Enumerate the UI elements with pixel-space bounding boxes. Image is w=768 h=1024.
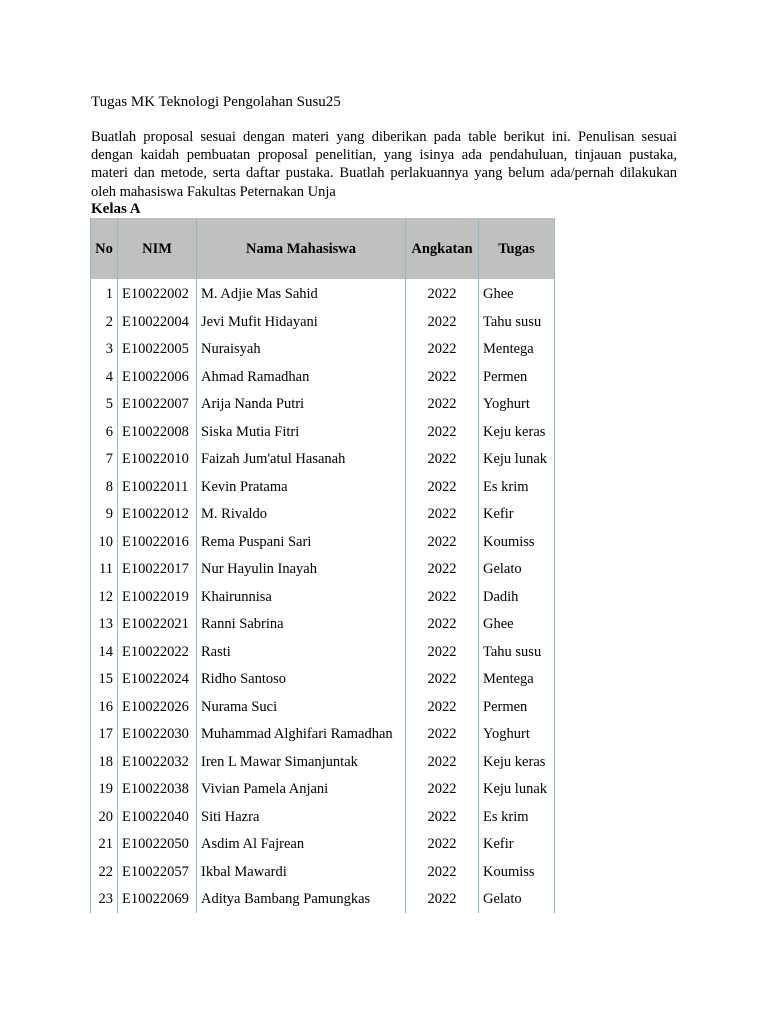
cell-name: Arija Nanda Putri xyxy=(197,391,406,419)
table-row xyxy=(91,501,555,529)
cell-no: 19 xyxy=(91,776,118,804)
cell-nim: E10022024 xyxy=(118,666,197,694)
cell-year: 2022 xyxy=(406,528,479,556)
cell-name: Ahmad Ramadhan xyxy=(197,363,406,391)
cell-no: 15 xyxy=(91,666,118,694)
cell-no: 6 xyxy=(91,418,118,446)
table-row xyxy=(91,776,555,804)
cell-no: 7 xyxy=(91,446,118,474)
cell-nim: E10022019 xyxy=(118,583,197,611)
cell-task: Tahu susu xyxy=(479,638,555,666)
cell-task: Ghee xyxy=(479,279,555,308)
table-row xyxy=(91,473,555,501)
table-row xyxy=(91,363,555,391)
cell-year: 2022 xyxy=(406,279,479,308)
cell-name: Ridho Santoso xyxy=(197,666,406,694)
student-table xyxy=(90,218,555,913)
cell-task: Keju lunak xyxy=(479,446,555,474)
cell-name: Rasti xyxy=(197,638,406,666)
cell-name: Muhammad Alghifari Ramadhan xyxy=(197,721,406,749)
cell-year: 2022 xyxy=(406,501,479,529)
cell-name: Faizah Jum'atul Hasanah xyxy=(197,446,406,474)
cell-name: M. Adjie Mas Sahid xyxy=(197,279,406,308)
cell-year: 2022 xyxy=(406,886,479,914)
cell-nim: E10022057 xyxy=(118,858,197,886)
cell-year: 2022 xyxy=(406,556,479,584)
cell-year: 2022 xyxy=(406,748,479,776)
cell-no: 16 xyxy=(91,693,118,721)
table-row xyxy=(91,886,555,914)
cell-task: Gelato xyxy=(479,886,555,914)
cell-no: 17 xyxy=(91,721,118,749)
cell-name: Iren L Mawar Simanjuntak xyxy=(197,748,406,776)
cell-name: Kevin Pratama xyxy=(197,473,406,501)
class-label: Kelas A xyxy=(91,201,141,217)
cell-nim: E10022021 xyxy=(118,611,197,639)
cell-name: M. Rivaldo xyxy=(197,501,406,529)
cell-task: Keju keras xyxy=(479,748,555,776)
table-row xyxy=(91,831,555,859)
cell-year: 2022 xyxy=(406,308,479,336)
cell-task: Es krim xyxy=(479,473,555,501)
cell-task: Kefir xyxy=(479,831,555,859)
cell-year: 2022 xyxy=(406,693,479,721)
header-name: Nama Mahasiswa xyxy=(197,218,406,279)
cell-no: 5 xyxy=(91,391,118,419)
table-header-row xyxy=(91,218,555,279)
cell-no: 18 xyxy=(91,748,118,776)
table-row xyxy=(91,748,555,776)
cell-task: Koumiss xyxy=(479,528,555,556)
cell-no: 2 xyxy=(91,308,118,336)
cell-no: 9 xyxy=(91,501,118,529)
cell-nim: E10022005 xyxy=(118,336,197,364)
cell-nim: E10022010 xyxy=(118,446,197,474)
cell-nim: E10022004 xyxy=(118,308,197,336)
table-row xyxy=(91,446,555,474)
cell-no: 21 xyxy=(91,831,118,859)
cell-no: 11 xyxy=(91,556,118,584)
cell-year: 2022 xyxy=(406,418,479,446)
cell-no: 4 xyxy=(91,363,118,391)
cell-task: Permen xyxy=(479,363,555,391)
cell-year: 2022 xyxy=(406,803,479,831)
cell-nim: E10022040 xyxy=(118,803,197,831)
cell-no: 13 xyxy=(91,611,118,639)
cell-task: Keju keras xyxy=(479,418,555,446)
cell-name: Asdim Al Fajrean xyxy=(197,831,406,859)
cell-task: Es krim xyxy=(479,803,555,831)
cell-no: 22 xyxy=(91,858,118,886)
header-no: No xyxy=(91,218,118,279)
table-row xyxy=(91,638,555,666)
table-row xyxy=(91,858,555,886)
cell-no: 12 xyxy=(91,583,118,611)
table-row xyxy=(91,336,555,364)
cell-name: Rema Puspani Sari xyxy=(197,528,406,556)
cell-nim: E10022038 xyxy=(118,776,197,804)
cell-task: Keju lunak xyxy=(479,776,555,804)
cell-year: 2022 xyxy=(406,858,479,886)
cell-task: Koumiss xyxy=(479,858,555,886)
cell-task: Gelato xyxy=(479,556,555,584)
cell-name: Aditya Bambang Pamungkas xyxy=(197,886,406,914)
cell-task: Yoghurt xyxy=(479,721,555,749)
cell-year: 2022 xyxy=(406,391,479,419)
cell-nim: E10022017 xyxy=(118,556,197,584)
table-row xyxy=(91,693,555,721)
intro-paragraph: Buatlah proposal sesuai dengan materi yang diberikan pada table berikut ini. Penulisan sesuai dengan kaidah pembuatan proposal penelitian, yang isinya ada pendahuluan, tinjauan pustaka, materi dan metode, serta daftar pustaka. Buatlah perlakuannya yang belum ada/pernah dilakukan oleh mahasiswa Fakultas Peternakan Unja xyxy=(91,129,677,200)
cell-name: Siska Mutia Fitri xyxy=(197,418,406,446)
cell-name: Vivian Pamela Anjani xyxy=(197,776,406,804)
header-task: Tugas xyxy=(479,218,555,279)
cell-nim: E10022007 xyxy=(118,391,197,419)
table-row xyxy=(91,721,555,749)
cell-nim: E10022016 xyxy=(118,528,197,556)
table-row xyxy=(91,279,555,308)
cell-nim: E10022022 xyxy=(118,638,197,666)
cell-no: 10 xyxy=(91,528,118,556)
cell-year: 2022 xyxy=(406,831,479,859)
cell-nim: E10022012 xyxy=(118,501,197,529)
cell-nim: E10022026 xyxy=(118,693,197,721)
cell-task: Yoghurt xyxy=(479,391,555,419)
cell-year: 2022 xyxy=(406,666,479,694)
cell-name: Ranni Sabrina xyxy=(197,611,406,639)
cell-name: Siti Hazra xyxy=(197,803,406,831)
cell-task: Ghee xyxy=(479,611,555,639)
cell-task: Tahu susu xyxy=(479,308,555,336)
cell-year: 2022 xyxy=(406,776,479,804)
cell-name: Ikbal Mawardi xyxy=(197,858,406,886)
cell-year: 2022 xyxy=(406,638,479,666)
table-row xyxy=(91,418,555,446)
table-row xyxy=(91,583,555,611)
cell-task: Permen xyxy=(479,693,555,721)
cell-name: Nurama Suci xyxy=(197,693,406,721)
cell-nim: E10022011 xyxy=(118,473,197,501)
cell-no: 14 xyxy=(91,638,118,666)
cell-year: 2022 xyxy=(406,473,479,501)
cell-nim: E10022050 xyxy=(118,831,197,859)
cell-no: 1 xyxy=(91,279,118,308)
cell-nim: E10022006 xyxy=(118,363,197,391)
cell-no: 3 xyxy=(91,336,118,364)
table-row xyxy=(91,556,555,584)
cell-task: Dadih xyxy=(479,583,555,611)
cell-nim: E10022069 xyxy=(118,886,197,914)
cell-year: 2022 xyxy=(406,721,479,749)
cell-nim: E10022002 xyxy=(118,279,197,308)
cell-name: Nur Hayulin Inayah xyxy=(197,556,406,584)
cell-name: Nuraisyah xyxy=(197,336,406,364)
cell-year: 2022 xyxy=(406,363,479,391)
cell-name: Khairunnisa xyxy=(197,583,406,611)
table-row xyxy=(91,666,555,694)
cell-year: 2022 xyxy=(406,336,479,364)
cell-task: Kefir xyxy=(479,501,555,529)
header-nim: NIM xyxy=(118,218,197,279)
cell-year: 2022 xyxy=(406,611,479,639)
cell-year: 2022 xyxy=(406,583,479,611)
table-row xyxy=(91,308,555,336)
table-row xyxy=(91,528,555,556)
document-title: Tugas MK Teknologi Pengolahan Susu25 xyxy=(91,94,341,110)
cell-year: 2022 xyxy=(406,446,479,474)
table-row xyxy=(91,391,555,419)
cell-task: Mentega xyxy=(479,666,555,694)
cell-nim: E10022008 xyxy=(118,418,197,446)
table-row xyxy=(91,803,555,831)
cell-no: 23 xyxy=(91,886,118,914)
header-year: Angkatan xyxy=(406,218,479,279)
table-row xyxy=(91,611,555,639)
cell-nim: E10022032 xyxy=(118,748,197,776)
cell-nim: E10022030 xyxy=(118,721,197,749)
cell-name: Jevi Mufit Hidayani xyxy=(197,308,406,336)
cell-no: 20 xyxy=(91,803,118,831)
cell-no: 8 xyxy=(91,473,118,501)
cell-task: Mentega xyxy=(479,336,555,364)
